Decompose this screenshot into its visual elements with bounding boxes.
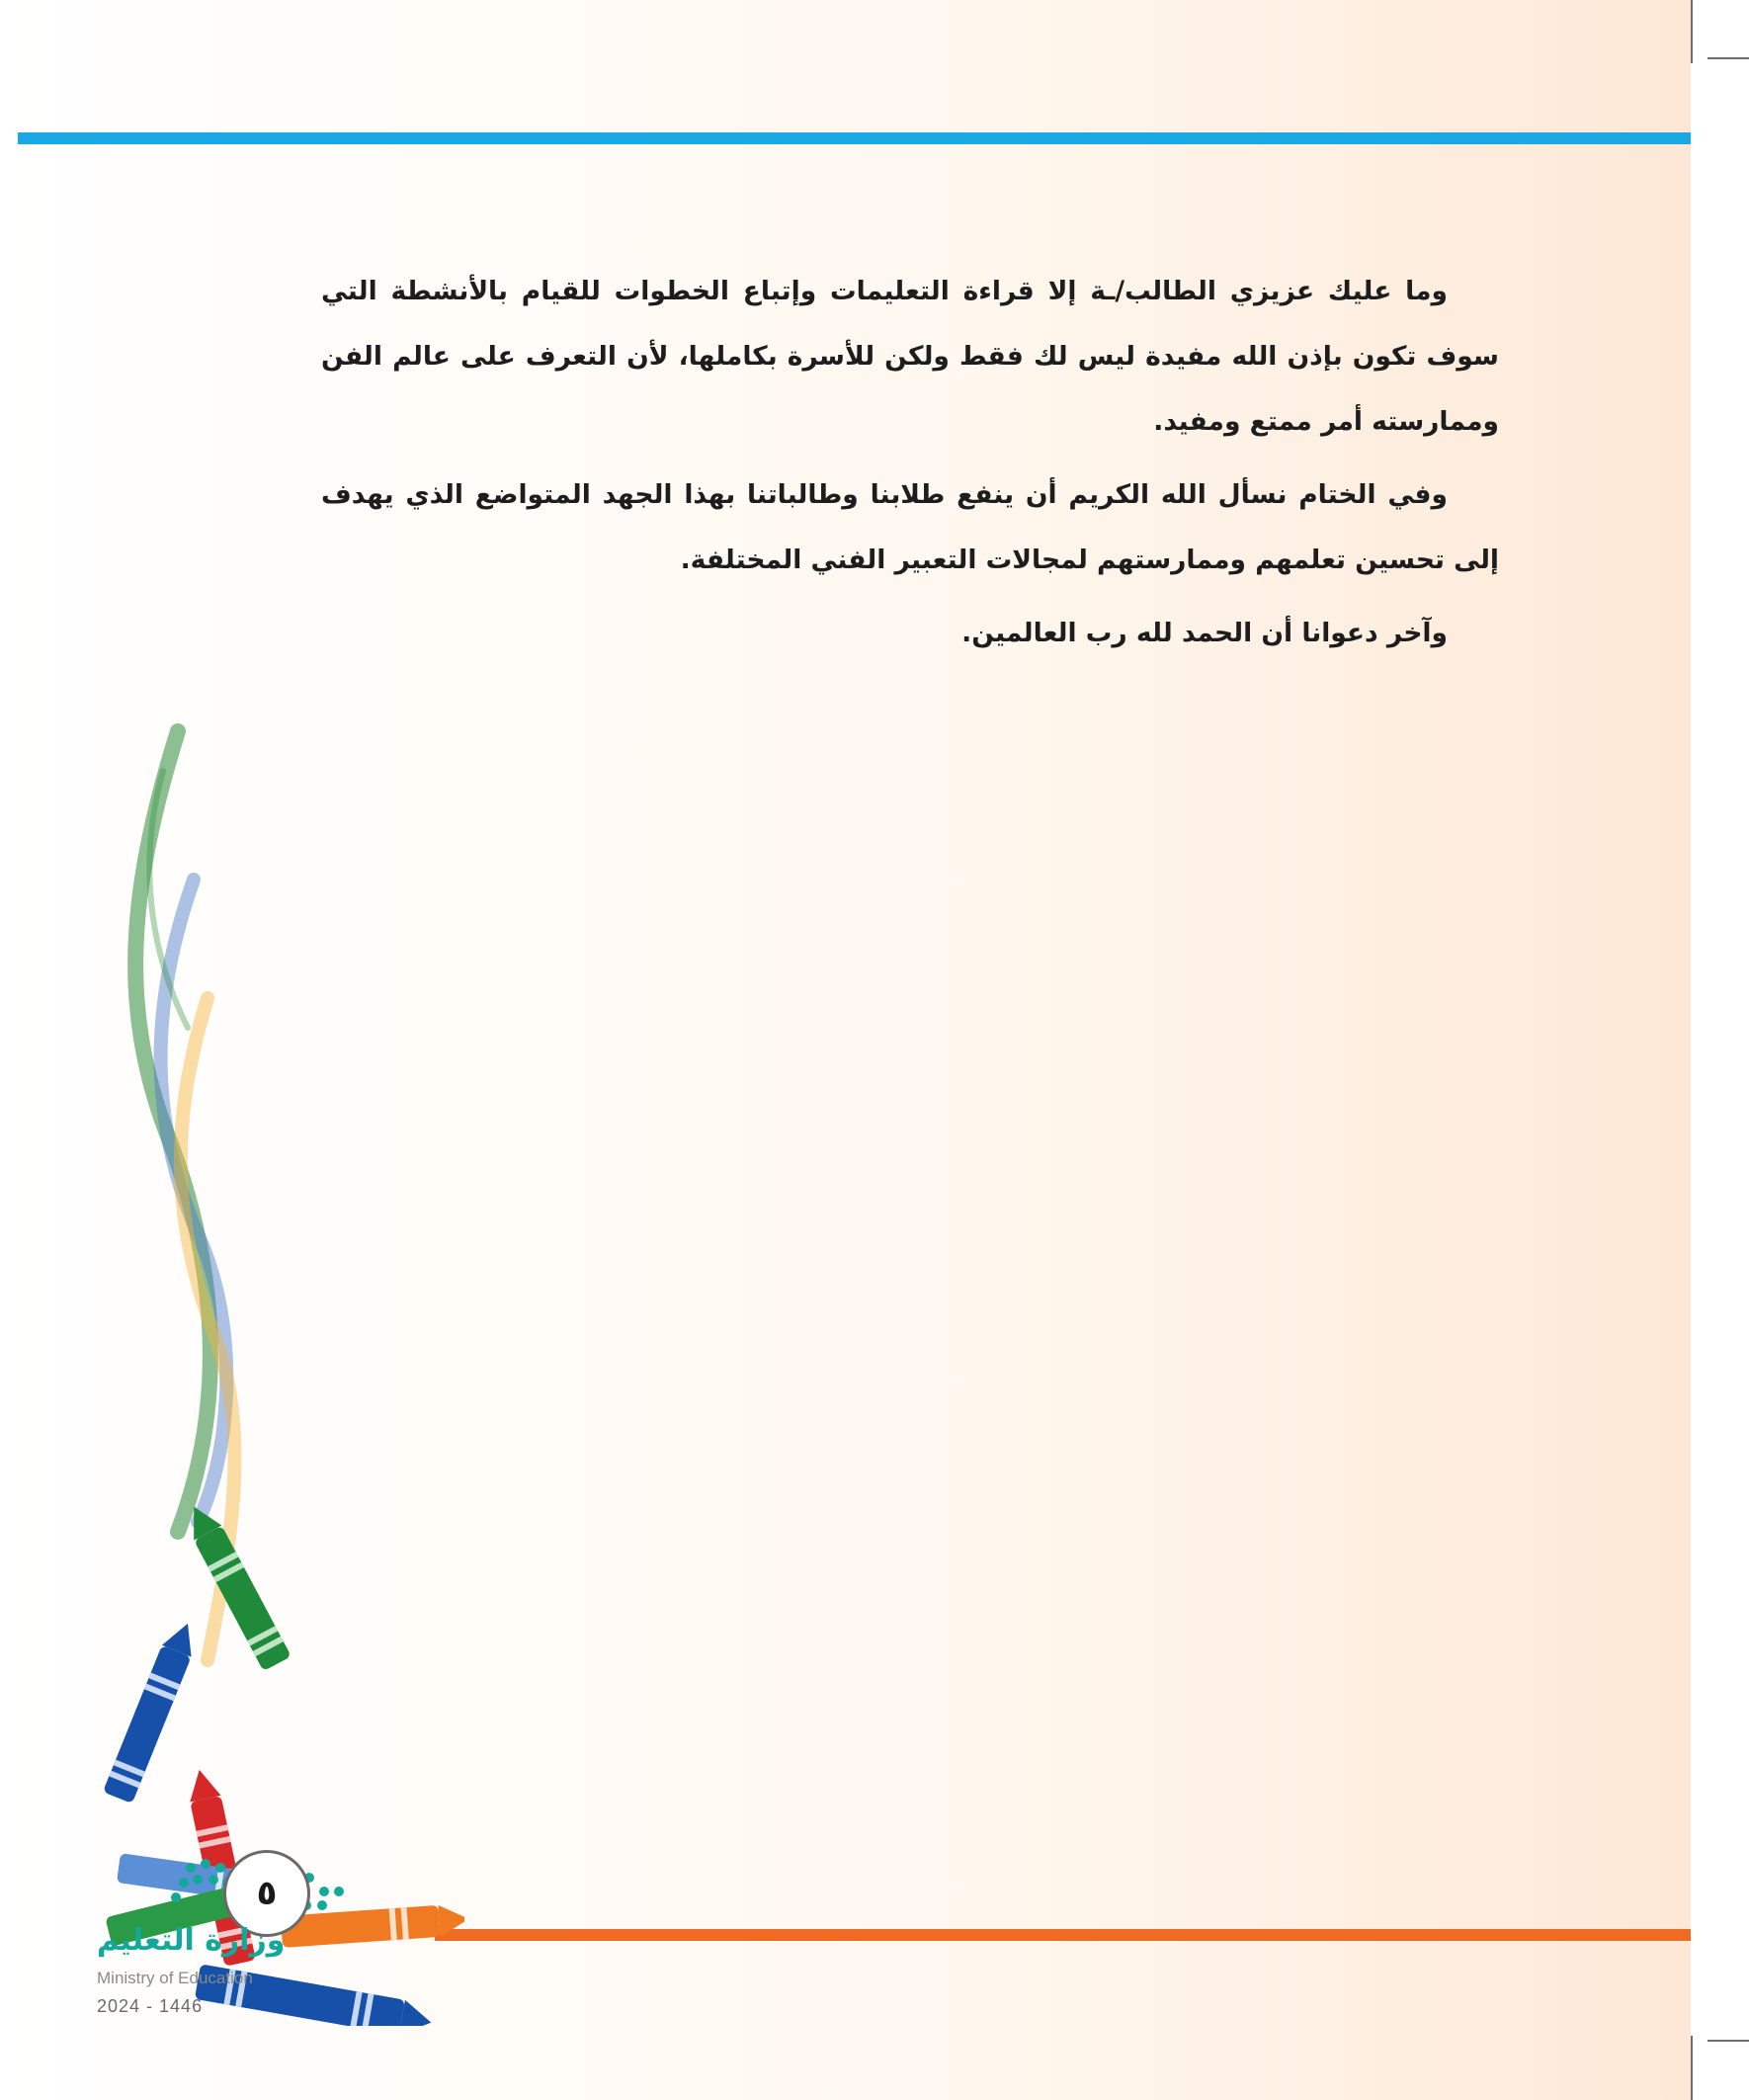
crop-mark [1691,2036,1693,2100]
color-swirls [135,731,234,1660]
page-number: ٥ [223,1850,310,1937]
paragraph-1: وما عليك عزيزي الطالب/ـة إلا قراءة التعليمات وإتباع الخطوات للقيام بالأنشطة التي سوف تكون بإذن الله مفيدة ليس لك فقط ولكن للأسرة بكاملها، لأن التعرف على عالم الفن وممارسته أمر ممتع ومفيد. [321,276,1499,437]
crayon-icon [103,1618,203,1804]
crop-mark [1707,57,1749,59]
body-text [321,259,1499,674]
paragraph-3: وآخر دعوانا أن الحمد لله رب العالمين. [961,618,1448,648]
paragraph-2: وفي الختام نسأل الله الكريم أن ينفع طلابنا وطالباتنا بهذا الجهد المتواضع الذي يهدف إلى تحسين تعلمهم وممارستهم لمجالات التعبير الفني المختلفة. [321,479,1499,575]
crayons-illustration [0,712,464,2026]
crop-mark [1707,2040,1749,2042]
crop-mark [1691,0,1693,63]
edition-year: 2024 - 1446 [97,1996,204,2016]
bottom-orange-rule [435,1929,1691,1941]
logo-arabic-text: وزارة التعليم [97,1923,286,1958]
top-blue-rule [18,132,1691,144]
logo-english-text: Ministry of Education [97,1969,253,1987]
